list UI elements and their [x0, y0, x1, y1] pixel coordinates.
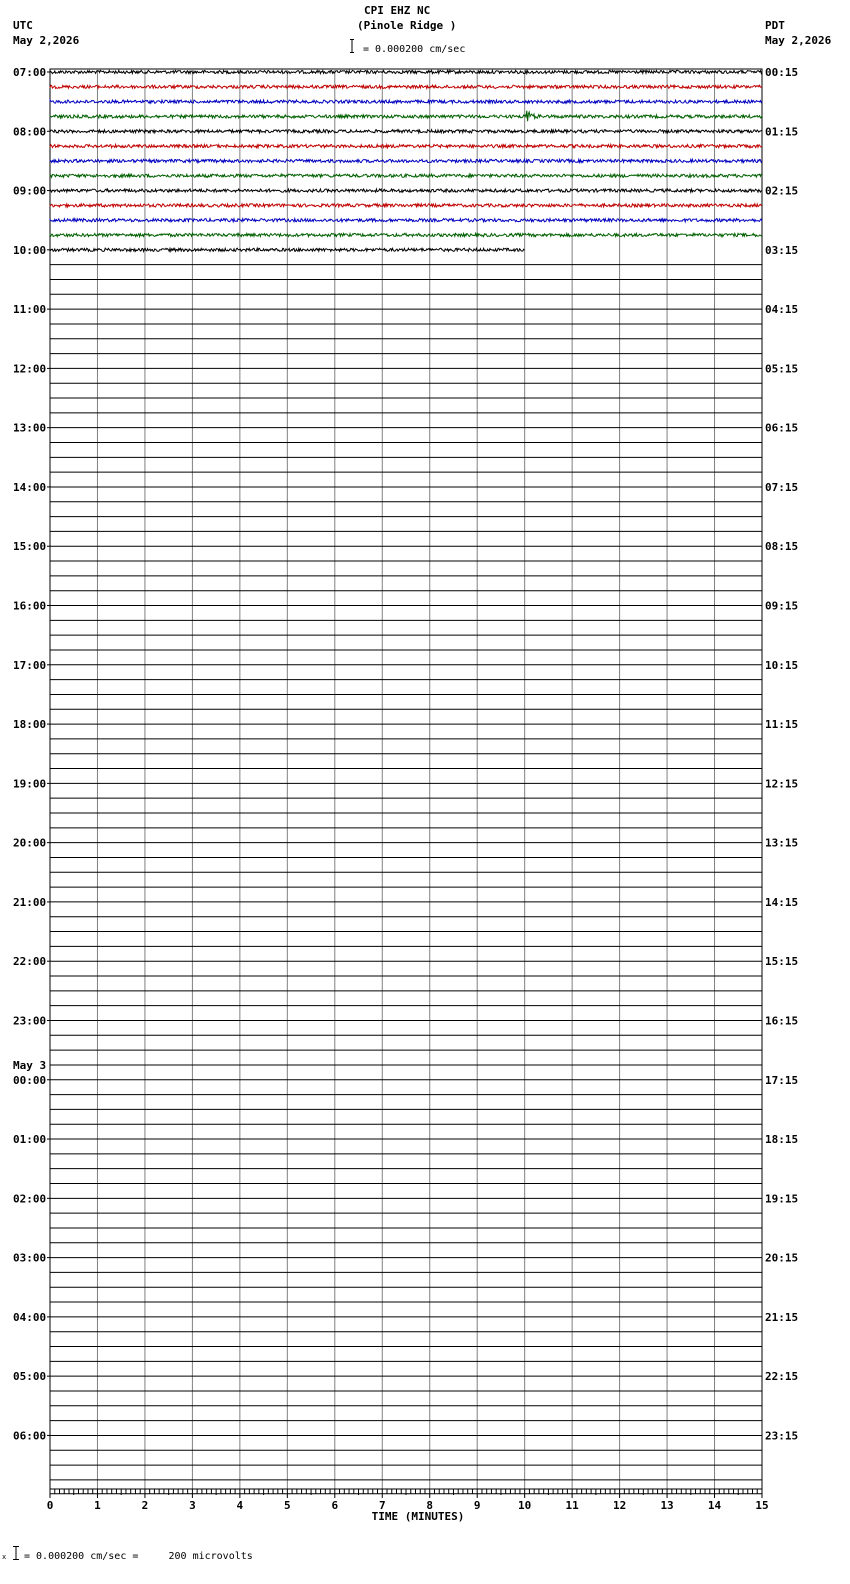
station-location: (Pinole Ridge ) [357, 19, 457, 32]
x-tick-label: 10 [518, 1499, 532, 1512]
utc-hour-label: 00:00 [13, 1073, 47, 1087]
utc-hour-label: 14:00 [13, 480, 47, 494]
pdt-hour-label: 01:15 [765, 125, 799, 139]
pdt-hour-label: 14:15 [765, 895, 799, 909]
pdt-hour-label: 13:15 [765, 836, 799, 850]
x-tick-label: 4 [236, 1499, 244, 1512]
x-tick-label: 3 [189, 1499, 196, 1512]
utc-hour-label: 22:00 [13, 955, 47, 969]
pdt-hour-label: 05:15 [765, 362, 799, 376]
pdt-hour-label: 23:15 [765, 1429, 799, 1443]
utc-hour-label: 10:00 [13, 243, 47, 257]
utc-hour-label: 06:00 [13, 1429, 47, 1443]
x-tick-label: 6 [331, 1499, 339, 1512]
utc-hour-label: 23:00 [13, 1014, 47, 1028]
pdt-hour-label: 09:15 [765, 599, 799, 613]
trace-row [50, 204, 762, 207]
pdt-hour-label: 19:15 [765, 1192, 799, 1206]
x-tick-label: 2 [141, 1499, 149, 1512]
x-tick-label: 12 [612, 1499, 627, 1512]
trace-row [50, 100, 762, 103]
pdt-hour-label: 11:15 [765, 718, 799, 732]
plot-frame [50, 69, 762, 1489]
footer-scale-icon [2, 1545, 18, 1561]
utc-hour-label: 15:00 [13, 540, 47, 554]
date-change-label: May 3 [13, 1058, 47, 1072]
pdt-hour-label: 02:15 [765, 184, 799, 198]
footer-scale-label: = 0.000200 cm/sec = 200 microvolts [24, 1551, 253, 1562]
x-tick-label: 15 [755, 1499, 769, 1512]
x-tick-label: 7 [378, 1499, 386, 1512]
pdt-hour-label: 07:15 [765, 480, 799, 494]
x-tick-label: 11 [565, 1499, 579, 1512]
pdt-hour-label: 16:15 [765, 1014, 799, 1028]
utc-hour-label: 11:00 [13, 303, 47, 317]
left-timezone: UTC [13, 19, 33, 32]
utc-hour-label: 09:00 [13, 184, 47, 198]
utc-hour-label: 21:00 [13, 895, 47, 909]
utc-hour-label: 19:00 [13, 777, 47, 791]
trace-row [50, 189, 762, 192]
trace-row [50, 145, 762, 148]
right-timezone: PDT [765, 19, 785, 32]
utc-hour-label: 05:00 [13, 1370, 47, 1384]
utc-hour-label: 03:00 [13, 1251, 47, 1265]
trace-row [50, 174, 762, 177]
pdt-hour-label: 08:15 [765, 540, 799, 554]
utc-hour-label: 02:00 [13, 1192, 47, 1206]
x-tick-label: 8 [426, 1499, 434, 1512]
left-date: May 2,2026 [13, 34, 80, 47]
pdt-hour-label: 10:15 [765, 658, 799, 672]
trace-row [50, 159, 762, 162]
right-date: May 2,2026 [765, 34, 832, 47]
pdt-hour-label: 06:15 [765, 421, 799, 435]
utc-hour-label: 16:00 [13, 599, 47, 613]
pdt-hour-label: 12:15 [765, 777, 799, 791]
station-title: CPI EHZ NC [364, 4, 431, 17]
utc-hour-label: 20:00 [13, 836, 47, 850]
scale-label: = 0.000200 cm/sec [363, 44, 466, 55]
pdt-hour-label: 17:15 [765, 1073, 799, 1087]
utc-hour-label: 18:00 [13, 718, 47, 732]
pdt-hour-label: 00:15 [765, 66, 799, 79]
svg-text:x: x [2, 1553, 7, 1561]
utc-hour-label: 13:00 [13, 421, 47, 435]
pdt-hour-label: 04:15 [765, 303, 799, 317]
x-tick-label: 14 [707, 1499, 722, 1512]
trace-row [50, 130, 762, 133]
utc-hour-label: 07:00 [13, 66, 47, 79]
x-tick-label: 13 [660, 1499, 674, 1512]
trace-row [50, 219, 762, 222]
x-axis-title: TIME (MINUTES) [371, 1510, 465, 1523]
pdt-hour-label: 20:15 [765, 1251, 799, 1265]
utc-hour-label: 17:00 [13, 658, 47, 672]
x-tick-label: 1 [94, 1499, 101, 1512]
pdt-hour-label: 18:15 [765, 1133, 799, 1147]
x-tick-label: 9 [473, 1499, 481, 1512]
pdt-hour-label: 03:15 [765, 243, 799, 257]
utc-hour-label: 04:00 [13, 1310, 47, 1324]
trace-row [50, 111, 762, 122]
x-tick-label: 0 [46, 1499, 54, 1512]
trace-row [50, 233, 762, 236]
pdt-hour-label: 22:15 [765, 1370, 799, 1384]
pdt-hour-label: 15:15 [765, 955, 799, 969]
x-tick-label: 5 [284, 1499, 291, 1512]
utc-hour-label: 12:00 [13, 362, 47, 376]
trace-row [50, 70, 762, 73]
pdt-hour-label: 21:15 [765, 1310, 799, 1324]
utc-hour-label: 01:00 [13, 1133, 47, 1147]
utc-hour-label: 08:00 [13, 125, 47, 139]
trace-row [50, 85, 762, 88]
